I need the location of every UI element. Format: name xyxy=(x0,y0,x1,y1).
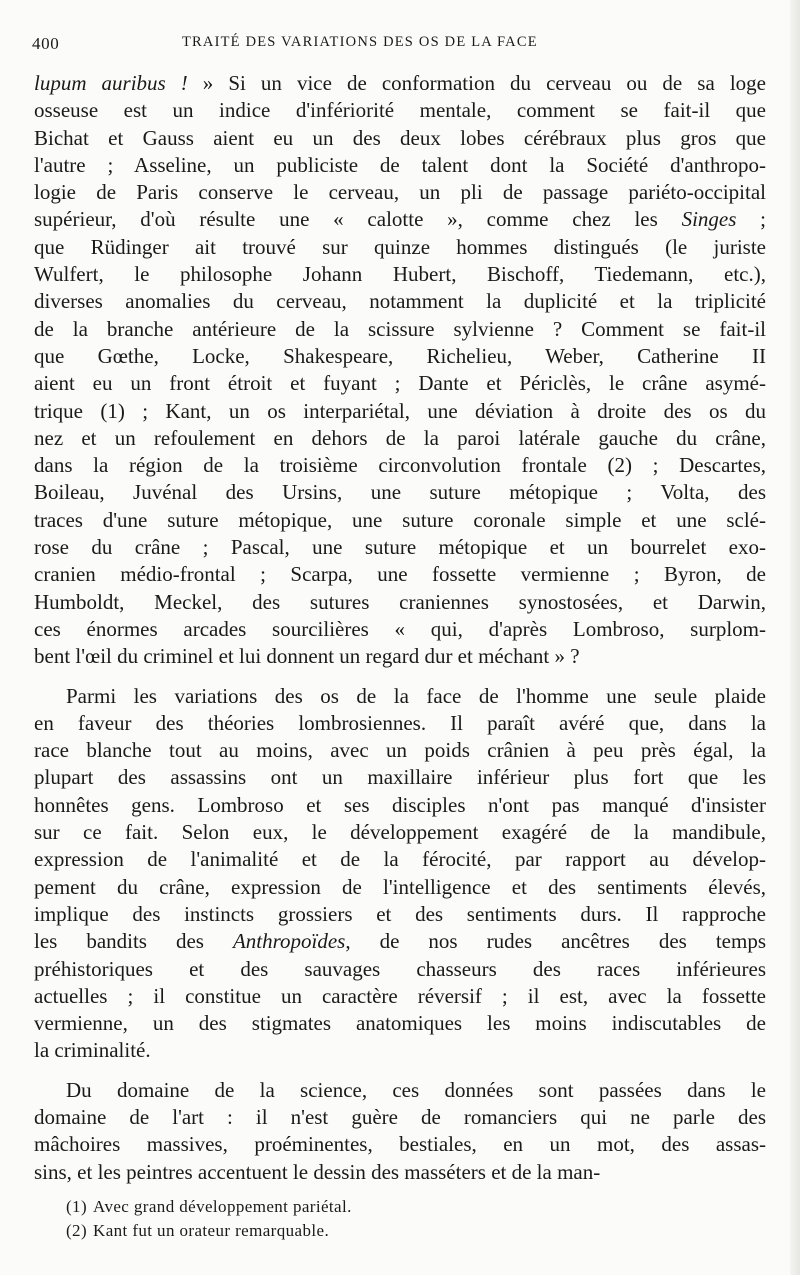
text-run: plupart des assassins ont un maxillaire inférieur plus fort que les xyxy=(34,765,766,790)
text-line xyxy=(34,1077,766,1104)
italic-text: Anthropoïdes xyxy=(232,929,346,954)
italic-text: lupum auribus ! xyxy=(34,71,188,95)
paragraph xyxy=(34,683,766,1065)
text-run: traces d'une suture métopique, une suture coronale simple et une sclé- xyxy=(34,507,766,532)
text-run: nez et un refoulement en dehors de la paroi latérale gauche du crâne, xyxy=(34,425,766,450)
paragraph-spacer xyxy=(34,1065,766,1077)
text-line xyxy=(34,452,766,479)
text-line xyxy=(34,901,766,928)
text-run: ; xyxy=(736,207,766,232)
text-run: diverses anomalies du cerveau, notamment la duplicité et la triplicité xyxy=(34,289,766,314)
text-line xyxy=(34,1104,766,1131)
page-edge-shadow xyxy=(790,0,800,1275)
text-run: bent l'œil du criminel et lui donnent un regard dur et méchant » ? xyxy=(34,644,580,669)
text-run: implique des instincts grossiers et des sentiments durs. Il rapproche xyxy=(34,901,766,926)
text-run: Boileau, Juvénal des Ursins, une suture métopique ; Volta, des xyxy=(34,480,766,505)
text-line xyxy=(34,928,766,955)
text-line xyxy=(34,643,766,670)
text-line xyxy=(34,288,766,315)
text-run: honnêtes gens. Lombroso et ses disciples n'ont pas manqué d'insister xyxy=(34,792,766,817)
text-run: ces énormes arcades sourcilières « qui, d'après Lombroso, surplom- xyxy=(34,616,766,641)
text-line xyxy=(34,710,766,737)
text-run: en faveur des théories lombrosiennes. Il paraît avéré que, dans la xyxy=(34,710,766,735)
text-run: l'autre ; Asseline, un publiciste de talent dont la Société d'anthropo- xyxy=(34,152,766,177)
text-run: Wulfert, le philosophe Johann Hubert, Bischoff, Tiedemann, etc.), xyxy=(34,262,766,287)
text-run: la criminalité. xyxy=(34,1038,151,1063)
text-line xyxy=(34,1159,766,1186)
text-run: , de nos rudes ancêtres des temps xyxy=(345,929,766,954)
footnote-mark: (2) xyxy=(66,1221,88,1240)
text-line xyxy=(34,589,766,616)
text-run: aient eu un front étroit et fuyant ; Dante et Périclès, le crâne asymé- xyxy=(34,371,766,396)
running-head xyxy=(32,34,760,56)
text-line xyxy=(34,1037,766,1064)
text-run: trique (1) ; Kant, un os interpariétal, une déviation à droite des os du xyxy=(34,398,766,423)
text-line xyxy=(34,819,766,846)
text-line xyxy=(34,343,766,370)
text-line xyxy=(34,70,766,97)
text-run: que Rüdinger ait trouvé sur quinze hommes distingués (le juriste xyxy=(34,234,766,259)
text-run: expression de l'animalité et de la férocité, par rapport au dévelop- xyxy=(34,847,766,872)
text-line xyxy=(34,561,766,588)
text-line xyxy=(34,956,766,983)
text-line xyxy=(34,1010,766,1037)
text-run: Humboldt, Meckel, des sutures craniennes synostosées, et Darwin, xyxy=(34,589,766,614)
text-line xyxy=(34,234,766,261)
text-run: les bandits des xyxy=(34,929,233,954)
text-run: vermienne, un des stigmates anatomiques les moins indiscutables de xyxy=(34,1011,766,1036)
text-line xyxy=(34,792,766,819)
footnote xyxy=(66,1195,706,1219)
text-run: pement du crâne, expression de l'intelligence et des sentiments élevés, xyxy=(34,874,766,899)
footnotes xyxy=(66,1195,706,1243)
text-line xyxy=(34,874,766,901)
text-run: mâchoires massives, proéminentes, bestiales, en un mot, des assas- xyxy=(34,1132,766,1157)
footnote-text: Avec grand développement pariétal. xyxy=(93,1197,352,1216)
text-run: rose du crâne ; Pascal, une suture métopique et un bourrelet exo- xyxy=(34,535,766,560)
text-line xyxy=(34,507,766,534)
text-run: Du domaine de la science, ces données sont passées dans le xyxy=(66,1077,766,1102)
body-text xyxy=(34,70,766,1186)
text-run: que Gœthe, Locke, Shakespeare, Richelieu, Weber, Catherine II xyxy=(34,343,766,368)
text-line xyxy=(34,425,766,452)
text-line xyxy=(34,97,766,124)
text-run: logie de Paris conserve le cerveau, un pli de passage pariéto-occipital xyxy=(34,180,766,205)
text-line xyxy=(34,261,766,288)
footnote-text: Kant fut un orateur remarquable. xyxy=(93,1221,330,1240)
text-run: » Si un vice de conformation du cerveau ou de sa loge xyxy=(187,71,766,95)
paragraph-spacer xyxy=(34,671,766,683)
paragraph xyxy=(34,1077,766,1186)
page-number: 400 xyxy=(32,34,60,53)
footnote xyxy=(66,1219,706,1243)
text-line xyxy=(34,398,766,425)
text-run: race blanche tout au moins, avec un poids crânien à peu près égal, la xyxy=(34,738,766,763)
text-line xyxy=(34,616,766,643)
text-line xyxy=(34,737,766,764)
text-run: cranien médio-frontal ; Scarpa, une fossette vermienne ; Byron, de xyxy=(34,562,766,587)
text-line xyxy=(34,846,766,873)
text-run: sur ce fait. Selon eux, le développement exagéré de la mandibule, xyxy=(34,820,766,845)
text-line xyxy=(34,683,766,710)
text-run: Bichat et Gauss aient eu un des deux lobes cérébraux plus gros que xyxy=(34,125,766,150)
text-run: préhistoriques et des sauvages chasseurs des races inférieures xyxy=(34,956,766,981)
text-line xyxy=(34,179,766,206)
text-line xyxy=(34,1131,766,1158)
text-run: dans la région de la troisième circonvolution frontale (2) ; Descartes, xyxy=(34,453,766,478)
text-line xyxy=(34,479,766,506)
text-run: Parmi les variations des os de la face de l'homme une seule plaide xyxy=(66,683,766,708)
text-run: actuelles ; il constitue un caractère réversif ; il est, avec la fossette xyxy=(34,983,766,1008)
text-run: sins, et les peintres accentuent le dessin des masséters et de la man- xyxy=(34,1159,601,1184)
italic-text: Singes xyxy=(681,207,737,232)
text-line xyxy=(34,206,766,233)
text-run: osseuse est un indice d'infériorité mentale, comment se fait-il que xyxy=(34,98,766,123)
text-run: supérieur, d'où résulte une « calotte », comme chez les xyxy=(34,207,682,232)
running-title: TRAITÉ DES VARIATIONS DES OS DE LA FACE xyxy=(182,34,538,50)
text-line xyxy=(34,316,766,343)
text-run: de la branche antérieure de la scissure sylvienne ? Comment se fait-il xyxy=(34,316,766,341)
text-line xyxy=(34,152,766,179)
text-line xyxy=(34,125,766,152)
footnote-mark: (1) xyxy=(66,1197,88,1216)
text-line xyxy=(34,534,766,561)
paragraph xyxy=(34,70,766,671)
text-run: domaine de l'art : il n'est guère de romanciers qui ne parle des xyxy=(34,1104,766,1129)
text-line xyxy=(34,983,766,1010)
text-line xyxy=(34,764,766,791)
text-line xyxy=(34,370,766,397)
